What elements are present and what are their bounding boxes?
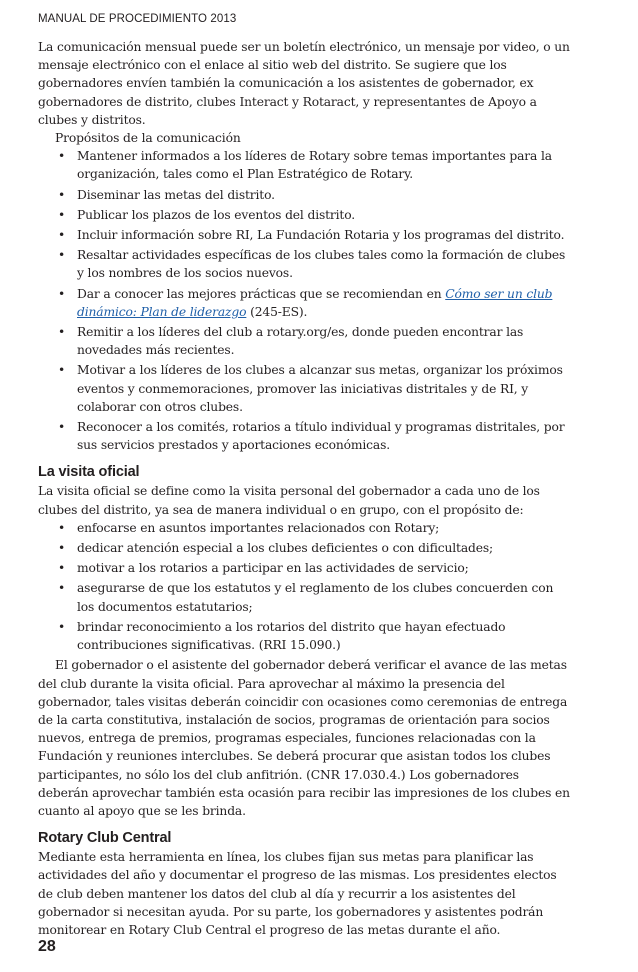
purposes-heading: Propósitos de la comunicación — [55, 131, 241, 146]
list-item: • enfocarse en asuntos importantes relacionados con Rotary; — [58, 519, 572, 537]
club-dinamico-link[interactable]: Cómo ser un club dinámico: Plan de liderazgo — [77, 286, 553, 319]
list-item: • Dar a conocer las mejores prácticas que se recomiendan en Cómo ser un club dinámico: Plan de liderazgo (245-ES). — [58, 286, 553, 319]
section-heading-visita-oficial: La visita oficial — [38, 464, 140, 481]
bullet-icon: • — [58, 207, 66, 222]
list-item: • Diseminar las metas del distrito. — [58, 186, 572, 204]
rcc-paragraph: Mediante esta herramienta en línea, los clubes fijan sus metas para planificar las actividades del año y documentar el progreso de las mismas. Los presidentes electos de club deben mantener los datos del club al día y recurrir a los asistentes del gobernador si necesitan ayuda. Por su parte, los gobernadores y asistentes podrán monitorear en Rotary Club Central el progreso de las metas durante el año. — [38, 850, 557, 937]
bullet-icon: • — [58, 325, 66, 340]
bullet-icon: • — [58, 561, 66, 576]
page-content — [38, 38, 572, 939]
visit-intro-paragraph: La visita oficial se define como la visita personal del gobernador a cada uno de los clubes del distrito, ya sea de manera individual o en grupo, con el propósito de: — [38, 484, 540, 517]
list-item: • Resaltar actividades específicas de los clubes tales como la formación de clubes y los nombres de los socios nuevos. — [58, 248, 566, 281]
section-heading-rotary-club-central: Rotary Club Central — [38, 830, 172, 847]
running-head: MANUAL DE PROCEDIMIENTO 2013 — [38, 13, 237, 25]
bullet-icon: • — [58, 420, 66, 435]
visit-list — [38, 519, 572, 654]
bullet-icon: • — [58, 520, 66, 535]
bullet-icon: • — [58, 248, 66, 263]
list-item: • Remitir a los líderes del club a rotary.org/es, donde pueden encontrar las novedades más recientes. — [58, 325, 524, 358]
list-item: • brindar reconocimiento a los rotarios del distrito que hayan efectuado contribuciones significativas. (RRI 15.090.) — [58, 619, 506, 653]
bullet-icon: • — [58, 541, 66, 556]
intro-paragraph: La comunicación mensual puede ser un boletín electrónico, un mensaje por video, o un mensaje electrónico con el enlace al sitio web del distrito. Se sugiere que los gobernadores envíen también la comunicación a los asistentes de gobernador, ex gobernadores de distrito, clubes Interact y Rotaract, y representantes de Apoyo a clubes y distritos. — [38, 40, 570, 127]
bullet-icon: • — [58, 363, 66, 378]
bullet-icon: • — [58, 286, 66, 301]
purposes-list — [38, 147, 572, 454]
list-item: • asegurarse de que los estatutos y el reglamento de los clubes concuerden con los documentos estatutarios; — [58, 581, 554, 614]
list-item: • Reconocer a los comités, rotarios a título individual y programas distritales, por sus servicios prestados y aportaciones económicas. — [58, 420, 565, 453]
bullet-icon: • — [58, 581, 66, 596]
page-number: 28 — [38, 938, 56, 955]
bullet-icon: • — [58, 149, 66, 164]
list-item: • dedicar atención especial a los clubes deficientes o con dificultades; — [58, 539, 572, 557]
list-item: • motivar a los rotarios a participar en las actividades de servicio; — [58, 559, 572, 577]
list-item: • Mantener informados a los líderes de Rotary sobre temas importantes para la organización, tales como el Plan Estratégico de Rotary. — [58, 149, 552, 182]
visit-closing-paragraph: El gobernador o el asistente del gobernador deberá verificar el avance de las metas del club durante la visita oficial. Para aprovechar al máximo la presencia del gobernador, tales visitas deberán coincidir con ocasiones como ceremonias de entrega de la carta constitutiva, instalación de socios, programas de orientación para socios nuevos, entrega de premios, programas especiales, funciones relacionadas con la Fundación y reuniones interclubes. Se deberá procurar que asistan todos los clubes participantes, no sólo los del club anfitrión. (CNR 17.030.4.) Los gobernadores deberán aprovechar también esta ocasión para recibir las impresiones de los clubes en cuanto al apoyo que se les brinda. — [38, 658, 570, 818]
list-item: • Publicar los plazos de los eventos del distrito. — [58, 206, 572, 224]
list-item: • Motivar a los líderes de los clubes a alcanzar sus metas, organizar los próximos eventos y conmemoraciones, promover las iniciativas distritales y de RI, y colaborar con otros clubes. — [58, 363, 563, 414]
bullet-icon: • — [58, 187, 66, 202]
bullet-icon: • — [58, 228, 66, 243]
list-item: • Incluir información sobre RI, La Fundación Rotaria y los programas del distrito. — [58, 226, 572, 244]
bullet-icon: • — [58, 619, 66, 634]
